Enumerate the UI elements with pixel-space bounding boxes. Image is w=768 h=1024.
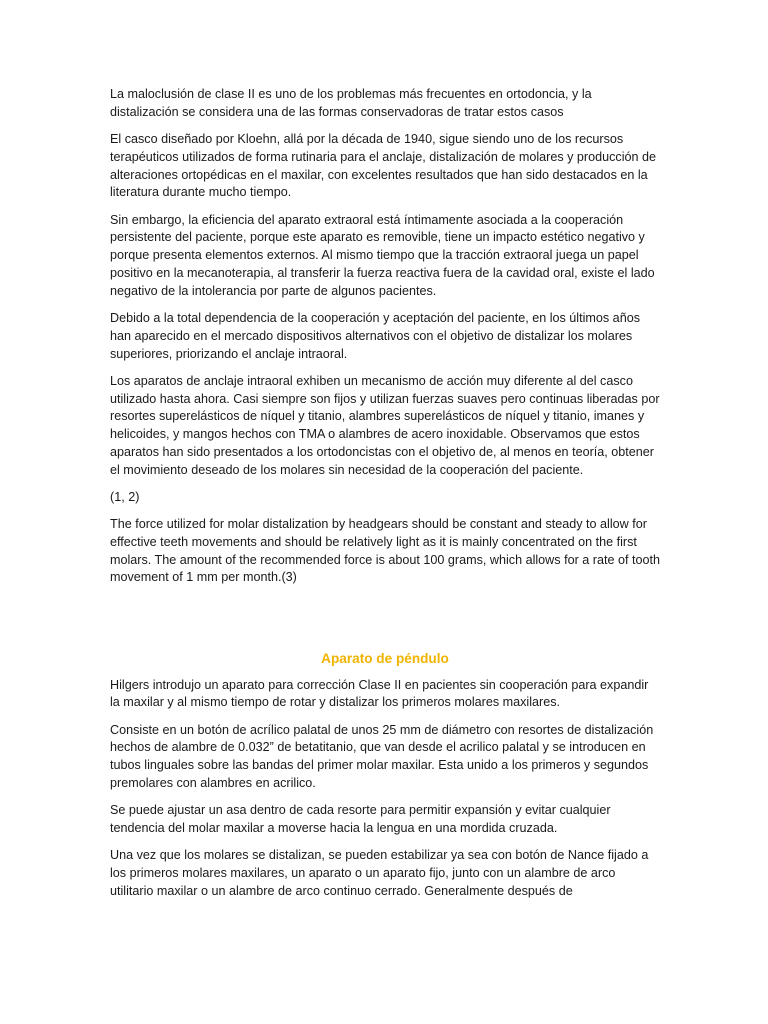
paragraph-headgear-force: The force utilized for molar distalization by headgears should be constant and steady to allow for effective teeth movements and should be relatively light as it is mainly concentrated on the first molars. The amount of the recommended force is about 100 grams, which allows for a rate of tooth movement of 1 mm per month.(3) [110, 517, 660, 585]
section-heading: Aparato de péndulo [321, 650, 449, 666]
paragraph-pendulum-1: Hilgers introdujo un aparato para corrección Clase II en pacientes sin cooperación para expandir la maxilar y al mismo tiempo de rotar y distalizar los primeros molares maxilares. [110, 677, 649, 710]
citation-reference: (1, 2) [110, 489, 140, 504]
paragraph-intro-3: Sin embargo, la eficiencia del aparato extraoral está íntimamente asociada a la cooperación persistente del paciente, porque este aparato es removible, tiene un impacto estético negativo y porque presenta elementos externos. Al mismo tiempo que la tracción extraoral juega un papel positivo en la mecanoterapia, al transferir la fuerza reactiva fuera de la cavidad oral, existe el lado negativo de la intolerancia por parte de algunos pacientes. [110, 212, 655, 298]
paragraph-pendulum-3: Se puede ajustar un asa dentro de cada resorte para permitir expansión y evitar cualquier tendencia del molar maxilar a moverse hacia la lengua en una mordida cruzada. [110, 803, 611, 836]
paragraph-pendulum-2: Consiste en un botón de acrílico palatal de unos 25 mm de diámetro con resortes de distalización hechos de alambre de 0.032” de betatitanio, que van desde el acrilico palatal y se introducen en tubos linguales sobre las bandas del primer molar maxilar. Esta unido a los primeros y segundos premolares con alambres en acrilico. [110, 722, 654, 791]
paragraph-intro-1: La maloclusión de clase II es uno de los problemas más frecuentes en ortodoncia, y la distalización se considera una de las formas conservadoras de tratar estos casos [110, 87, 592, 119]
section-spacer [110, 597, 660, 650]
paragraph-intro-5: Los aparatos de anclaje intraoral exhiben un mecanismo de acción muy diferente al del casco utilizado hasta ahora. Casi siempre son fijos y utilizan fuerzas suaves pero continuas liberadas por resortes superelásticos de níquel y titanio, alambres superelásticos de níquel y titanio, imanes y helicoides, y mangos hechos con TMA o alambres de acero inoxidable. Observamos que estos aparatos han sido presentados a los ortodoncistas con el objetivo de, al menos en teoría, obtener el movimiento deseado de los molares sin necesidad de la cooperación del paciente. [110, 373, 660, 477]
paragraph-intro-4: Debido a la total dependencia de la cooperación y aceptación del paciente, en los últimos años han aparecido en el mercado dispositivos alternativos con el objetivo de distalizar los molares superiores, priorizando el anclaje intraoral. [110, 310, 640, 361]
paragraph-intro-2: El casco diseñado por Kloehn, allá por la década de 1940, sigue siendo uno de los recursos terapéuticos utilizados de forma rutinaria para el anclaje, distalización de molares y producción de alteraciones ortopédicas en el maxilar, con excelentes resultados que han sido destacados en la literatura durante mucho tiempo. [110, 131, 657, 200]
document-page [110, 86, 660, 910]
paragraph-pendulum-4: Una vez que los molares se distalizan, se pueden estabilizar ya sea con botón de Nance fijado a los primeros molares maxilares, un aparato o un aparato fijo, junto con un alambre de arco utilitario maxilar o un alambre de arco continuo cerrado. Generalmente después de [110, 848, 649, 898]
